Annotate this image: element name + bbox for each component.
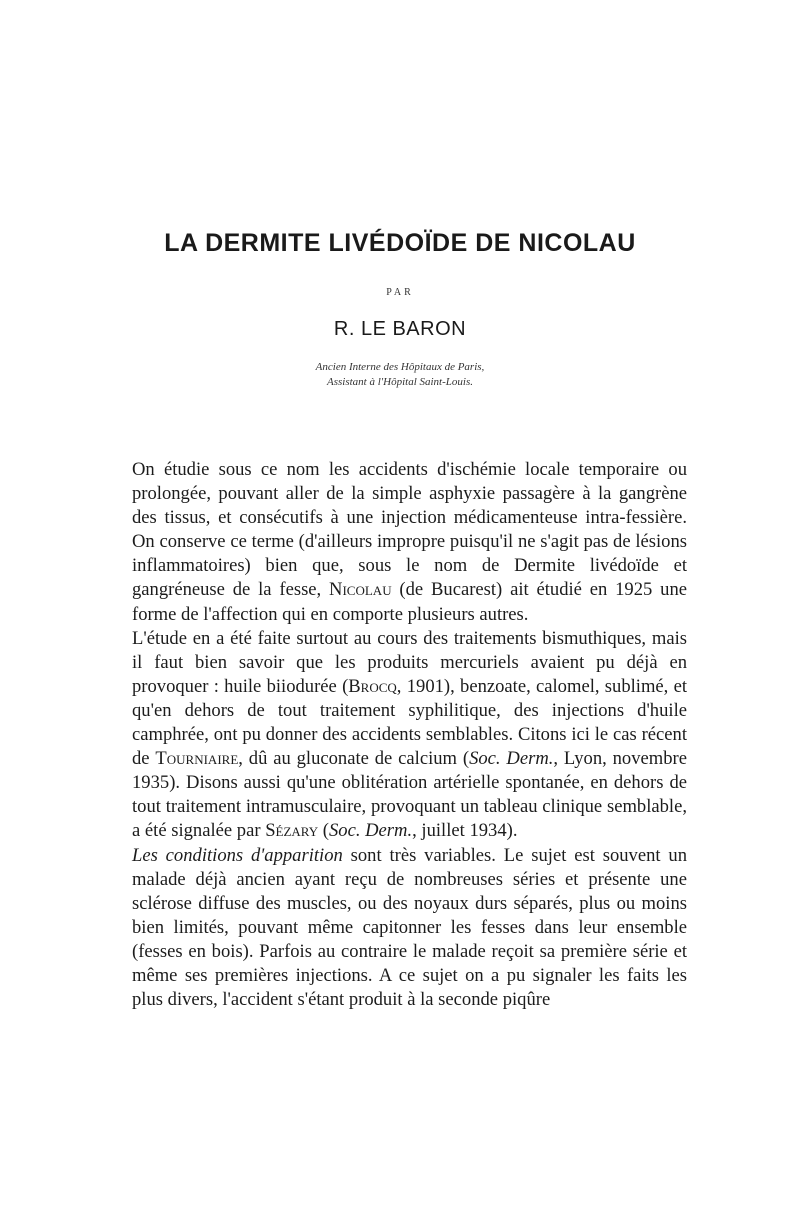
author-ref-sezary: Sézary — [265, 820, 319, 842]
author-ref-nicolau: Nicolau — [329, 579, 392, 601]
paragraph-1: On étudie sous ce nom les accidents d'ischémie locale temporaire ou prolongée, pouvant aller de la simple asphyxie passagère à la gangrène des tissus, et consécutifs à une injection médicamenteuse intra-fessière. On conserve ce terme (d'ailleurs impropre puisqu'il ne s'agit pas de lésions inflammatoires) bien que, sous le nom de Dermite livédoïde et gangréneuse de la fesse, Nicolau (de Bucarest) ait étudié en 1925 une forme de l'affection qui en comporte plusieurs autres. — [132, 459, 687, 625]
author-ref-brocq: Brocq — [348, 675, 397, 697]
section-lead: Les conditions d'apparition — [132, 844, 343, 866]
paragraph-2: L'étude en a été faite surtout au cours des traitements bismuthiques, mais il faut bien savoir que les produits mercuriels avaient pu déjà en provoquer : huile biiodurée (Brocq, 1901), benzoate, calomel, sublimé, et qu'en dehors de tout traitement syphilitique, des injections d'huile camphrée, ont pu donner des accidents semblables. Citons ici le cas récent de Tourniaire, dû au gluconate de calcium (Soc. Derm., Lyon, novembre 1935). Disons aussi qu'une oblitération artérielle spontanée, en dehors de tout traitement intramusculaire, provoquant un tableau clinique semblable, a été signalée par Sézary (Soc. Derm., juillet 1934). — [132, 627, 687, 842]
article-body — [132, 458, 687, 1012]
journal-ref-1: Soc. Derm. — [469, 748, 554, 770]
author-affiliation — [0, 360, 800, 390]
author-name: R. LE BARON — [333, 318, 467, 340]
journal-ref-2: Soc. Derm. — [328, 820, 413, 842]
author-ref-tourniaire: Tourniaire — [155, 748, 239, 770]
affiliation-line-1: Ancien Interne des Hôpitaux de Paris, — [315, 361, 485, 373]
affiliation-line-2: Assistant à l'Hôpital Saint-Louis. — [327, 376, 473, 388]
paragraph-3: Les conditions d'apparition sont très variables. Le sujet est souvent un malade déjà ancien ayant reçu de nombreuses séries et présente une sclérose diffuse des muscles, ou des noyaux durs séparés, plus ou moins bien limités, pouvant même capitonner les fesses dans leur ensemble (fesses en bois). Parfois au contraire le malade reçoit sa première série et même ses premières injections. A ce sujet on a pu signaler les faits les plus divers, l'accident s'étant produit à la seconde piqûre — [132, 844, 688, 1011]
article-title: LA DERMITE LIVÉDOÏDE DE NICOLAU — [164, 229, 636, 257]
by-label: PAR — [386, 287, 414, 298]
